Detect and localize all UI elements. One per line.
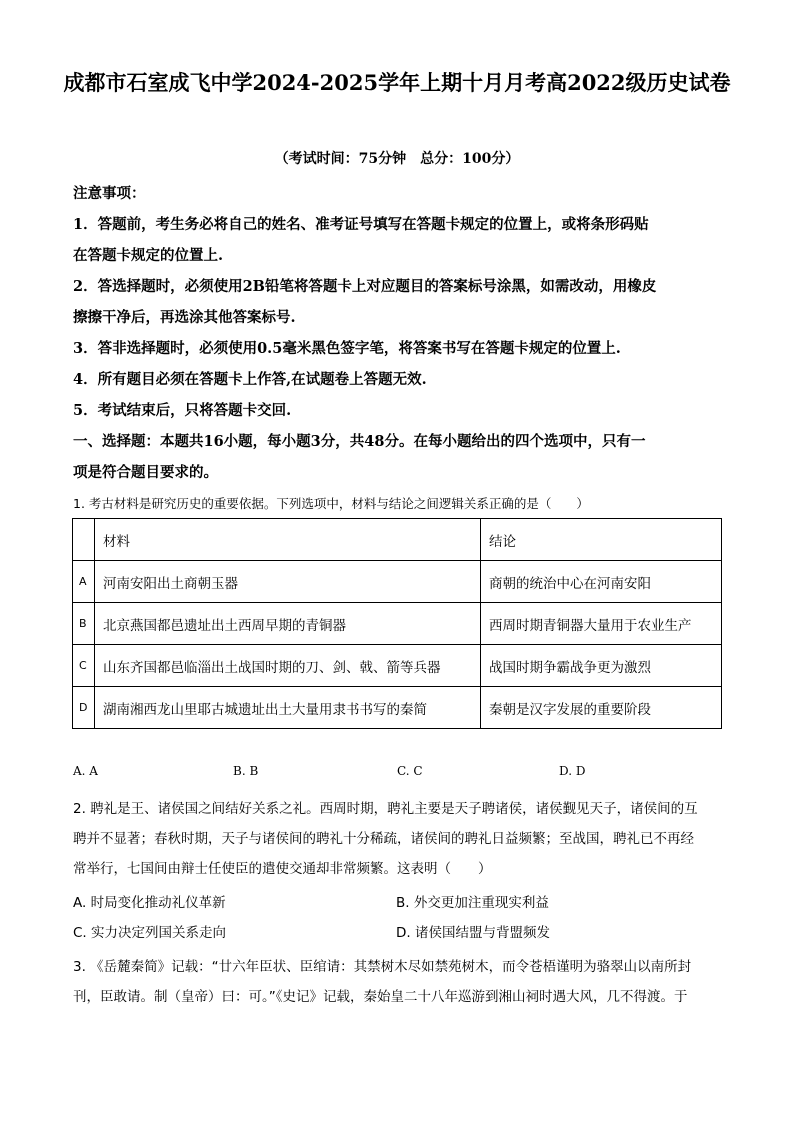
table-cell: [73, 519, 95, 561]
table-row: [73, 645, 722, 687]
question-2-options-row2: [73, 918, 723, 948]
table-header-conclusion: 结论: [481, 519, 722, 561]
question-2-line: 常举行，七国间由辩士任使臣的遣使交通却非常频繁。这表明（ ）: [73, 861, 492, 877]
instruction-3: 3．答非选择题时，必须使用0.5毫米黑色签字笔，将答案书写在答题卡规定的位置上.: [73, 340, 621, 357]
row-letter: C: [73, 645, 95, 687]
instruction-5: 5．考试结束后，只将答题卡交回.: [73, 402, 292, 419]
question-2-line: 2. 聘礼是王、诸侯国之间结好关系之礼。西周时期，聘礼主要是天子聘诸侯，诸侯觐见天子，诸侯间的互: [73, 801, 698, 817]
question-2-options-row1: [73, 888, 723, 918]
instruction-1: 1．答题前，考生务必将自己的姓名、准考证号填写在答题卡规定的位置上，或将条形码贴: [73, 216, 649, 233]
row-conclusion: 商朝的统治中心在河南安阳: [481, 561, 722, 603]
section-heading: 一、选择题：本题共16小题，每小题3分，共48分。在每小题给出的四个选项中，只有一: [73, 433, 646, 450]
option-b: B. B: [233, 764, 259, 778]
option-a: A. A: [73, 764, 98, 778]
row-letter: D: [73, 687, 95, 729]
table-row: [73, 603, 722, 645]
option-b: B. 外交更加注重现实利益: [396, 895, 549, 911]
row-conclusion: 西周时期青铜器大量用于农业生产: [481, 603, 722, 645]
question-2: [73, 794, 723, 884]
option-a: A. 时局变化推动礼仪革新: [73, 895, 226, 911]
row-material: 北京燕国都邑遗址出土西周早期的青铜器: [95, 603, 481, 645]
instructions-heading: 注意事项：: [73, 185, 146, 202]
question-1-text: 1. 考古材料是研究历史的重要依据。下列选项中，材料与结论之间逻辑关系正确的是（ ）: [73, 496, 589, 511]
instructions: [73, 178, 723, 488]
table-header-material: 材料: [95, 519, 481, 561]
row-conclusion: 战国时期争霸战争更为激烈: [481, 645, 722, 687]
question-1-stem: [73, 489, 723, 519]
question-1-table: [72, 518, 722, 729]
table-row: [73, 687, 722, 729]
option-c: C. C: [397, 764, 423, 778]
option-d: D. D: [559, 764, 586, 778]
instruction-2: 2．答选择题时，必须使用2B铅笔将答题卡上对应题目的答案标号涂黑，如需改动，用橡皮: [73, 278, 657, 295]
exam-info: （考试时间：75分钟 总分：100分）: [274, 151, 520, 167]
question-3: [73, 952, 723, 1012]
page-title: 成都市石室成飞中学2024-2025学年上期十月月考高2022级历史试卷: [63, 70, 731, 95]
question-3-line: 3. 《岳麓秦简》记载：“廿六年臣状、臣绾请：其禁树木尽如禁苑树木，而令苍梧谨明为骆翠山以南所封: [73, 959, 692, 975]
table-header-row: [73, 519, 722, 561]
instruction-2-cont: 擦擦干净后，再选涂其他答案标号.: [73, 309, 296, 326]
question-2-line: 聘并不显著；春秋时期，天子与诸侯间的聘礼十分稀疏，诸侯间的聘礼日益频繁；至战国，聘礼已不再经: [73, 831, 694, 847]
option-c: C. 实力决定列国关系走向: [73, 925, 227, 941]
row-material: 山东齐国都邑临淄出土战国时期的刀、剑、戟、箭等兵器: [95, 645, 481, 687]
question-1-options: [73, 764, 723, 788]
row-material: 湖南湘西龙山里耶古城遗址出土大量用隶书书写的秦简: [95, 687, 481, 729]
option-d: D. 诸侯国结盟与背盟频发: [396, 925, 550, 941]
question-3-line: 刊，臣敢请。制（皇帝）曰：可。”《史记》记载，秦始皇二十八年巡游到湘山祠时遇大风，几不得渡。于: [73, 989, 688, 1005]
instruction-4: 4．所有题目必须在答题卡上作答,在试题卷上答题无效.: [73, 371, 427, 388]
row-conclusion: 秦朝是汉字发展的重要阶段: [481, 687, 722, 729]
instruction-1-cont: 在答题卡规定的位置上.: [73, 247, 224, 264]
row-letter: A: [73, 561, 95, 603]
section-heading-cont: 项是符合题目要求的。: [73, 464, 218, 481]
row-letter: B: [73, 603, 95, 645]
row-material: 河南安阳出土商朝玉器: [95, 561, 481, 603]
table-row: [73, 561, 722, 603]
